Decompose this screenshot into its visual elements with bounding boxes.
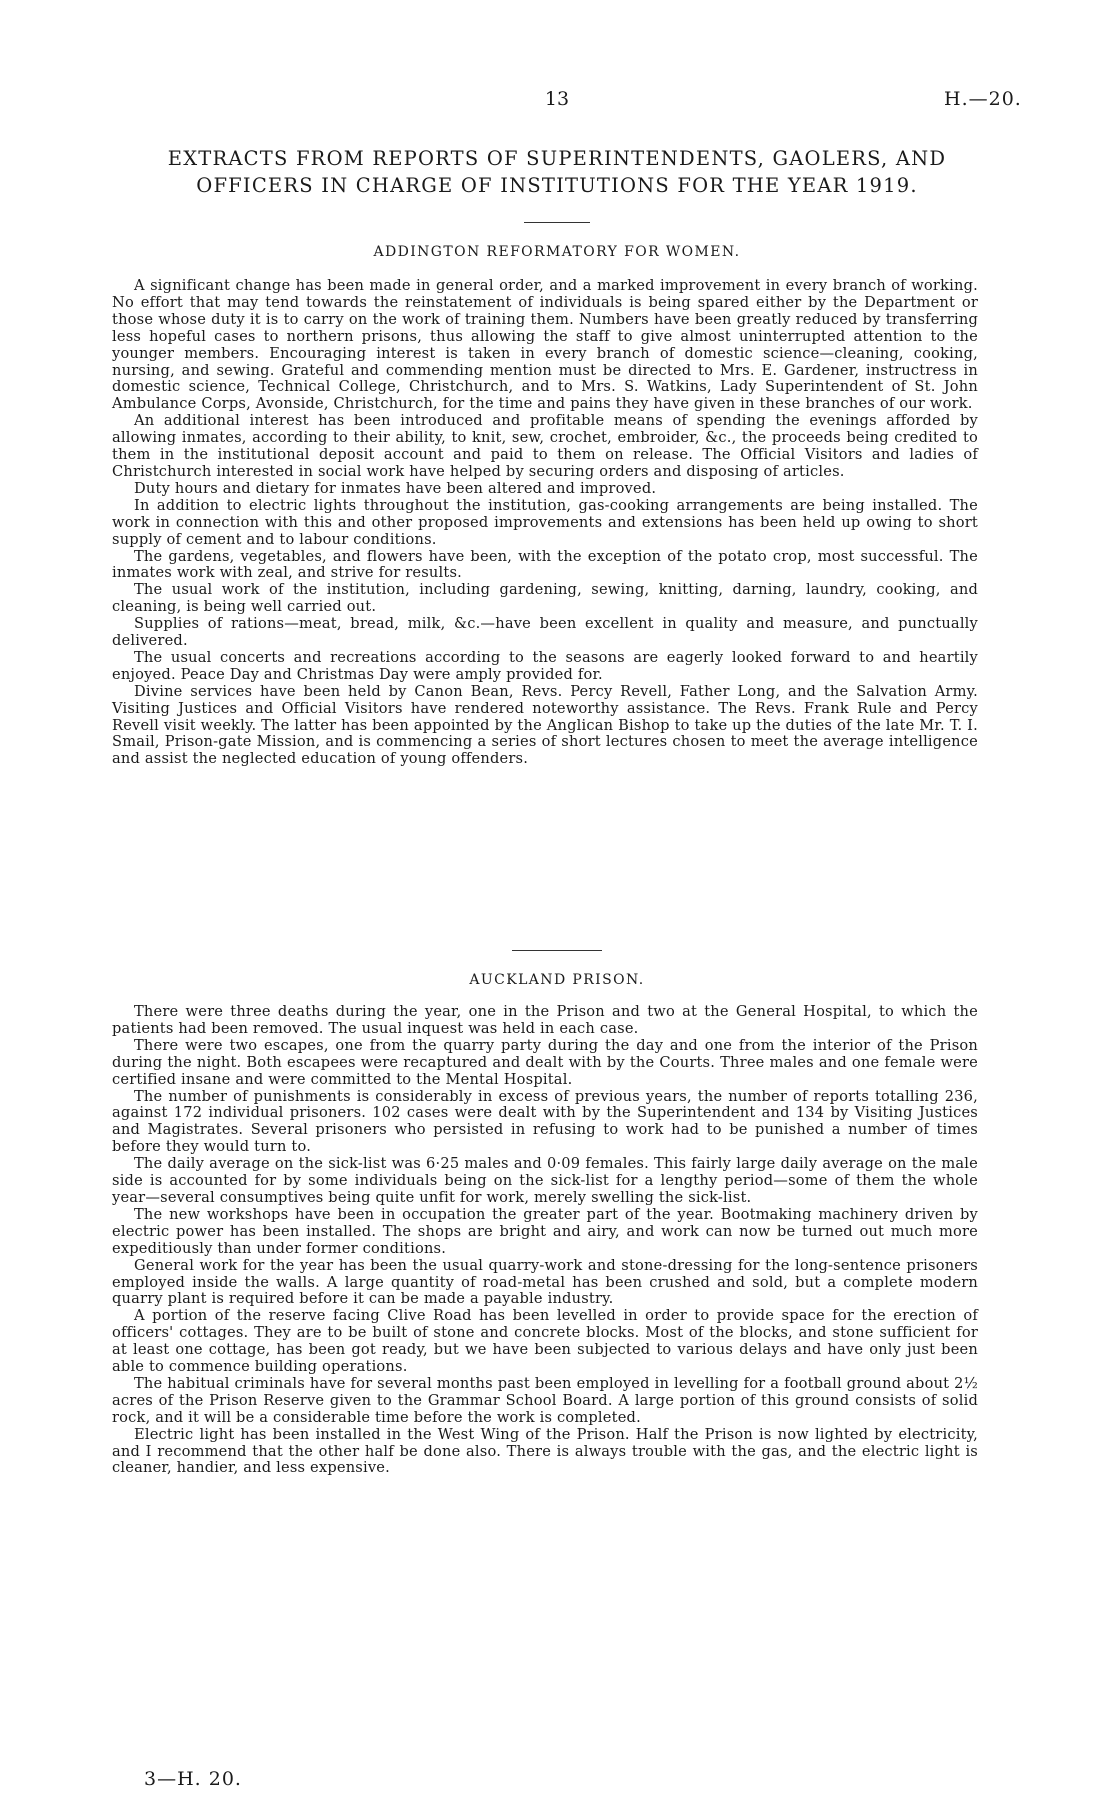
title-divider xyxy=(524,222,590,223)
document-reference: H.—20. xyxy=(944,88,1022,110)
paragraph: The number of punishments is considerably in excess of previous years, the number of reports totalling 236, against 172 individual prisoners. 102 cases were dealt with by the Superintendent and 134 by Visiting Justices and Magistrates. Several prisoners who persisted in refusing to work had to be punished a number of times before they would turn to. xyxy=(112,1087,978,1156)
paragraph: There were three deaths during the year, one in the Prison and two at the General Hospital, to which the patients had been removed. The usual inquest was held in each case. xyxy=(112,1003,978,1037)
paragraph: Divine services have been held by Canon Bean, Revs. Percy Revell, Father Long, and the Salvation Army. Visiting Justices and Official Visitors have rendered noteworthy assistance. The Revs. Frank Rule and Percy Revell visit weekly. The latter has been appointed by the Anglican Bishop to take up the duties of the late Mr. T. I. Smail, Prison-gate Mission, and is commencing a series of short lectures chosen to meet the average intelligence and assist the neglected education of young offenders. xyxy=(112,682,978,768)
section-body-addington xyxy=(112,278,978,768)
paragraph: Supplies of rations—meat, bread, milk, &c.—have been excellent in quality and measure, and punctually delivered. xyxy=(112,615,978,650)
section-heading-addington: ADDINGTON REFORMATORY FOR WOMEN. xyxy=(373,244,741,260)
paragraph: There were two escapes, one from the quarry party during the day and one from the interior of the Prison during the night. Both escapees were recaptured and dealt with by the Courts. Three males and one female were certified insane and were committed to the Mental Hospital. xyxy=(112,1036,978,1088)
paragraph: An additional interest has been introduced and profitable means of spending the evenings afforded by allowing inmates, according to their ability, to knit, sew, crochet, embroider, &c., the proceeds being credited to them in the institutional deposit account and paid to them on release. The Official Visitors and ladies of Christchurch interested in social work have helped by securing orders and disposing of articles. xyxy=(112,412,978,480)
title-line-1: EXTRACTS FROM REPORTS OF SUPERINTENDENTS, GAOLERS, AND xyxy=(167,147,947,170)
paragraph: A significant change has been made in general order, and a marked improvement in every branch of working. No effort that may tend towards the reinstatement of individuals is being spared either by the Department or those whose duty it is to carry on the work of training them. Numbers have been greatly reduced by transferring less hopeful cases to northern prisons, thus allowing the staff to give almost uninterrupted attention to the younger members. Encouraging interest is taken in every branch of domestic science—cleaning, cooking, nursing, and sewing. Grateful and commending mention must be directed to Mrs. E. Gardener, instructress in domestic science, Technical College, Christchurch, and to Mrs. S. Watkins, Lady Superintendent of St. John Ambulance Corps, Avonside, Christchurch, for the time and pains they have given in these branches of our work. xyxy=(112,277,978,413)
section-heading-auckland: AUCKLAND PRISON. xyxy=(469,972,645,988)
paragraph: The gardens, vegetables, and flowers have been, with the exception of the potato crop, most successful. The inmates work with zeal, and strive for results. xyxy=(112,547,978,582)
section-body-auckland xyxy=(112,1004,978,1477)
paragraph: In addition to electric lights throughout the institution, gas-cooking arrangements are being installed. The work in connection with this and other proposed improvements and extensions has been held up owing to short supply of cement and to labour conditions. xyxy=(112,496,978,548)
footer-signature: 3—H. 20. xyxy=(144,1768,242,1790)
document-title xyxy=(100,145,1014,199)
paragraph: The daily average on the sick-list was 6·25 males and 0·09 females. This fairly large daily average on the male side is accounted for by some individuals being on the sick-list for a lengthy period—some of them the whole year—several consumptives being quite unfit for work, merely swelling the sick-list. xyxy=(112,1155,978,1206)
title-line-2: OFFICERS IN CHARGE OF INSTITUTIONS FOR THE YEAR 1919. xyxy=(196,174,918,197)
page-number: 13 xyxy=(544,88,570,110)
paragraph: The usual concerts and recreations according to the seasons are eagerly looked forward to and heartily enjoyed. Peace Day and Christmas Day were amply provided for. xyxy=(112,648,978,683)
paragraph: Electric light has been installed in the West Wing of the Prison. Half the Prison is now lighted by electricity, and I recommend that the other half be done also. There is always trouble with the gas, and the electric light is cleaner, handier, and less expensive. xyxy=(112,1425,978,1477)
paragraph: The usual work of the institution, including gardening, sewing, knitting, darning, laundry, cooking, and cleaning, is being well carried out. xyxy=(112,581,978,616)
paragraph: General work for the year has been the usual quarry-work and stone-dressing for the long-sentence prisoners employed inside the walls. A large quantity of road-metal has been crushed and sold, but a complete modern quarry plant is required before it can be made a payable industry. xyxy=(112,1256,978,1308)
paragraph: Duty hours and dietary for inmates have been altered and improved. xyxy=(134,479,657,497)
paragraph: A portion of the reserve facing Clive Road has been levelled in order to provide space for the erection of officers' cottages. They are to be built of stone and concrete blocks. Most of the blocks, and stone sufficient for at least one cottage, has been got ready, but we have been subjected to various delays and have only just been able to commence building operations. xyxy=(112,1307,978,1376)
section-divider xyxy=(512,950,602,951)
paragraph: The new workshops have been in occupation the greater part of the year. Bootmaking machinery driven by electric power has been installed. The shops are bright and airy, and work can now be turned out much more expeditiously than under former conditions. xyxy=(112,1205,978,1257)
paragraph: The habitual criminals have for several months past been employed in levelling for a football ground about 2½ acres of the Prison Reserve given to the Grammar School Board. A large portion of this ground consists of solid rock, and it will be a considerable time before the work is completed. xyxy=(112,1374,978,1426)
